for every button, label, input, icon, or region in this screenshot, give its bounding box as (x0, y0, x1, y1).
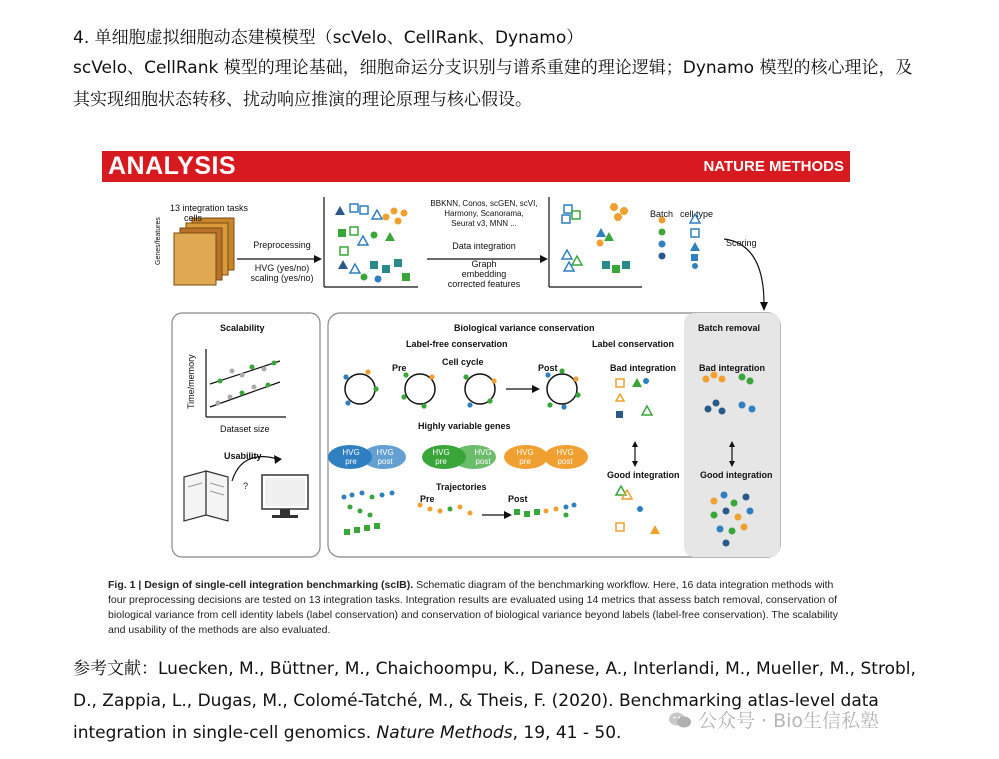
venn-label-pre-3: pre (519, 457, 531, 466)
wechat-icon (668, 711, 692, 729)
label-usability: Usability (224, 451, 262, 461)
label-good-integration-2: Good integration (700, 470, 773, 480)
label-cycle-pre: Pre (392, 363, 407, 373)
label-graph: Graph (471, 259, 497, 269)
label-methods-2: Harmony, Scanorama, (444, 209, 524, 218)
label-traj-post: Post (508, 494, 528, 504)
label-traj-pre: Pre (420, 494, 435, 504)
banner-journal: NATURE METHODS (703, 158, 844, 175)
label-hvg: HVG (yes/no) (254, 263, 310, 273)
intro-paragraph: scVelo、CellRank 模型的理论基础，细胞命运分支识别与谱系重建的理论逻辑；Dynamo 模型的核心理论，及其实现细胞状态转移、扰动响应推演的理论原理与核心假设。 (73, 58, 913, 110)
label-genes-features: Genes/features (155, 217, 162, 265)
caption-label: Fig. 1 | Design of single-cell integration benchmarking (scIB). (108, 579, 414, 591)
venn-label-hvg-6: HVG (556, 448, 574, 457)
label-cells: cells (184, 213, 203, 223)
venn-label-pre-2: pre (435, 457, 447, 466)
label-label-free: Label-free conservation (406, 339, 508, 349)
label-bad-integration-2: Bad integration (699, 363, 766, 373)
batch-removal-panel (684, 313, 780, 557)
data-matrices (174, 218, 234, 285)
venn-label-post-3: post (557, 457, 573, 466)
venn-label-post-1: post (377, 457, 393, 466)
unintegrated-scatter (324, 197, 418, 287)
label-scalability: Scalability (220, 323, 265, 333)
label-integration-tasks: 13 integration tasks (170, 203, 249, 213)
label-corrected-features: corrected features (447, 279, 521, 289)
label-preprocessing: Preprocessing (253, 240, 311, 250)
venn-label-pre-1: pre (345, 457, 357, 466)
label-time-memory: Time/memory (186, 354, 196, 409)
figure (102, 151, 850, 638)
integrated-scatter (549, 197, 642, 287)
label-batch-removal: Batch removal (698, 323, 761, 333)
label-trajectories: Trajectories (436, 482, 487, 492)
label-dataset-size: Dataset size (220, 424, 270, 434)
label-scaling: scaling (yes/no) (250, 273, 314, 283)
label-bio-var: Biological variance conservation (454, 323, 595, 333)
watermark-text: 公众号 · Bio生信私塾 (698, 710, 880, 732)
label-embedding: embedding (461, 269, 507, 279)
reference-journal: Nature Methods (376, 723, 513, 743)
label-cell-type: cell type (680, 209, 714, 219)
references (73, 653, 933, 749)
reference-text: 参考文献：Luecken, M., Büttner, M., Chaichoompu, K., Danese, A., Interlandi, M., Mueller, M., Strobl, D., Zappia, L., Dugas, M., Colomé-Tatché, M., & Theis, F. (2020). Benchmarking atlas-level data integration in single-cell genomics. (73, 659, 916, 743)
venn-label-hvg-4: HVG (474, 448, 492, 457)
venn-label-post-2: post (475, 457, 491, 466)
label-cycle-post: Post (538, 363, 558, 373)
venn-label-hvg-1: HVG (342, 448, 360, 457)
label-data-integration: Data integration (452, 241, 516, 251)
caption-text: Schematic diagram of the benchmarking workflow. Here, 16 data integration methods with four preprocessing decisions are tested on 13 integration tasks. Integration results are evaluated using 14 metrics that assess batch removal, conservation of biological variance from cell identity labels (label conservation) and conservation of biological variance beyond labels (label-free conservation). The scalability and usability of the methods are also evaluated. (108, 579, 838, 636)
label-methods-1: BBKNN, Conos, scGEN, scVI, (430, 199, 538, 208)
label-good-integration-1: Good integration (607, 470, 680, 480)
watermark (668, 706, 879, 733)
venn-label-hvg-5: HVG (516, 448, 534, 457)
label-methods-3: Seurat v3, MNN ... (451, 219, 517, 228)
label-cell-cycle: Cell cycle (442, 357, 484, 367)
banner-analysis: ANALYSIS (108, 152, 237, 180)
scalability-panel (172, 313, 320, 557)
reference-volume: , 19, 41 - 50. (512, 723, 622, 743)
section-heading: 4. 单细胞虚拟细胞动态建模模型（scVelo、CellRank、Dynamo） (73, 28, 584, 48)
label-hvg-genes: Highly variable genes (418, 421, 511, 431)
label-scoring: Scoring (726, 238, 757, 248)
label-label-conservation: Label conservation (592, 339, 675, 349)
venn-label-hvg-3: HVG (432, 448, 450, 457)
figure-banner (102, 151, 850, 182)
venn-label-hvg-2: HVG (376, 448, 394, 457)
label-batch: Batch (650, 209, 674, 219)
batch-celltype-legend (659, 214, 701, 269)
label-question-mark: ? (243, 481, 249, 491)
figure-caption (108, 578, 848, 638)
label-bad-integration-1: Bad integration (610, 363, 677, 373)
